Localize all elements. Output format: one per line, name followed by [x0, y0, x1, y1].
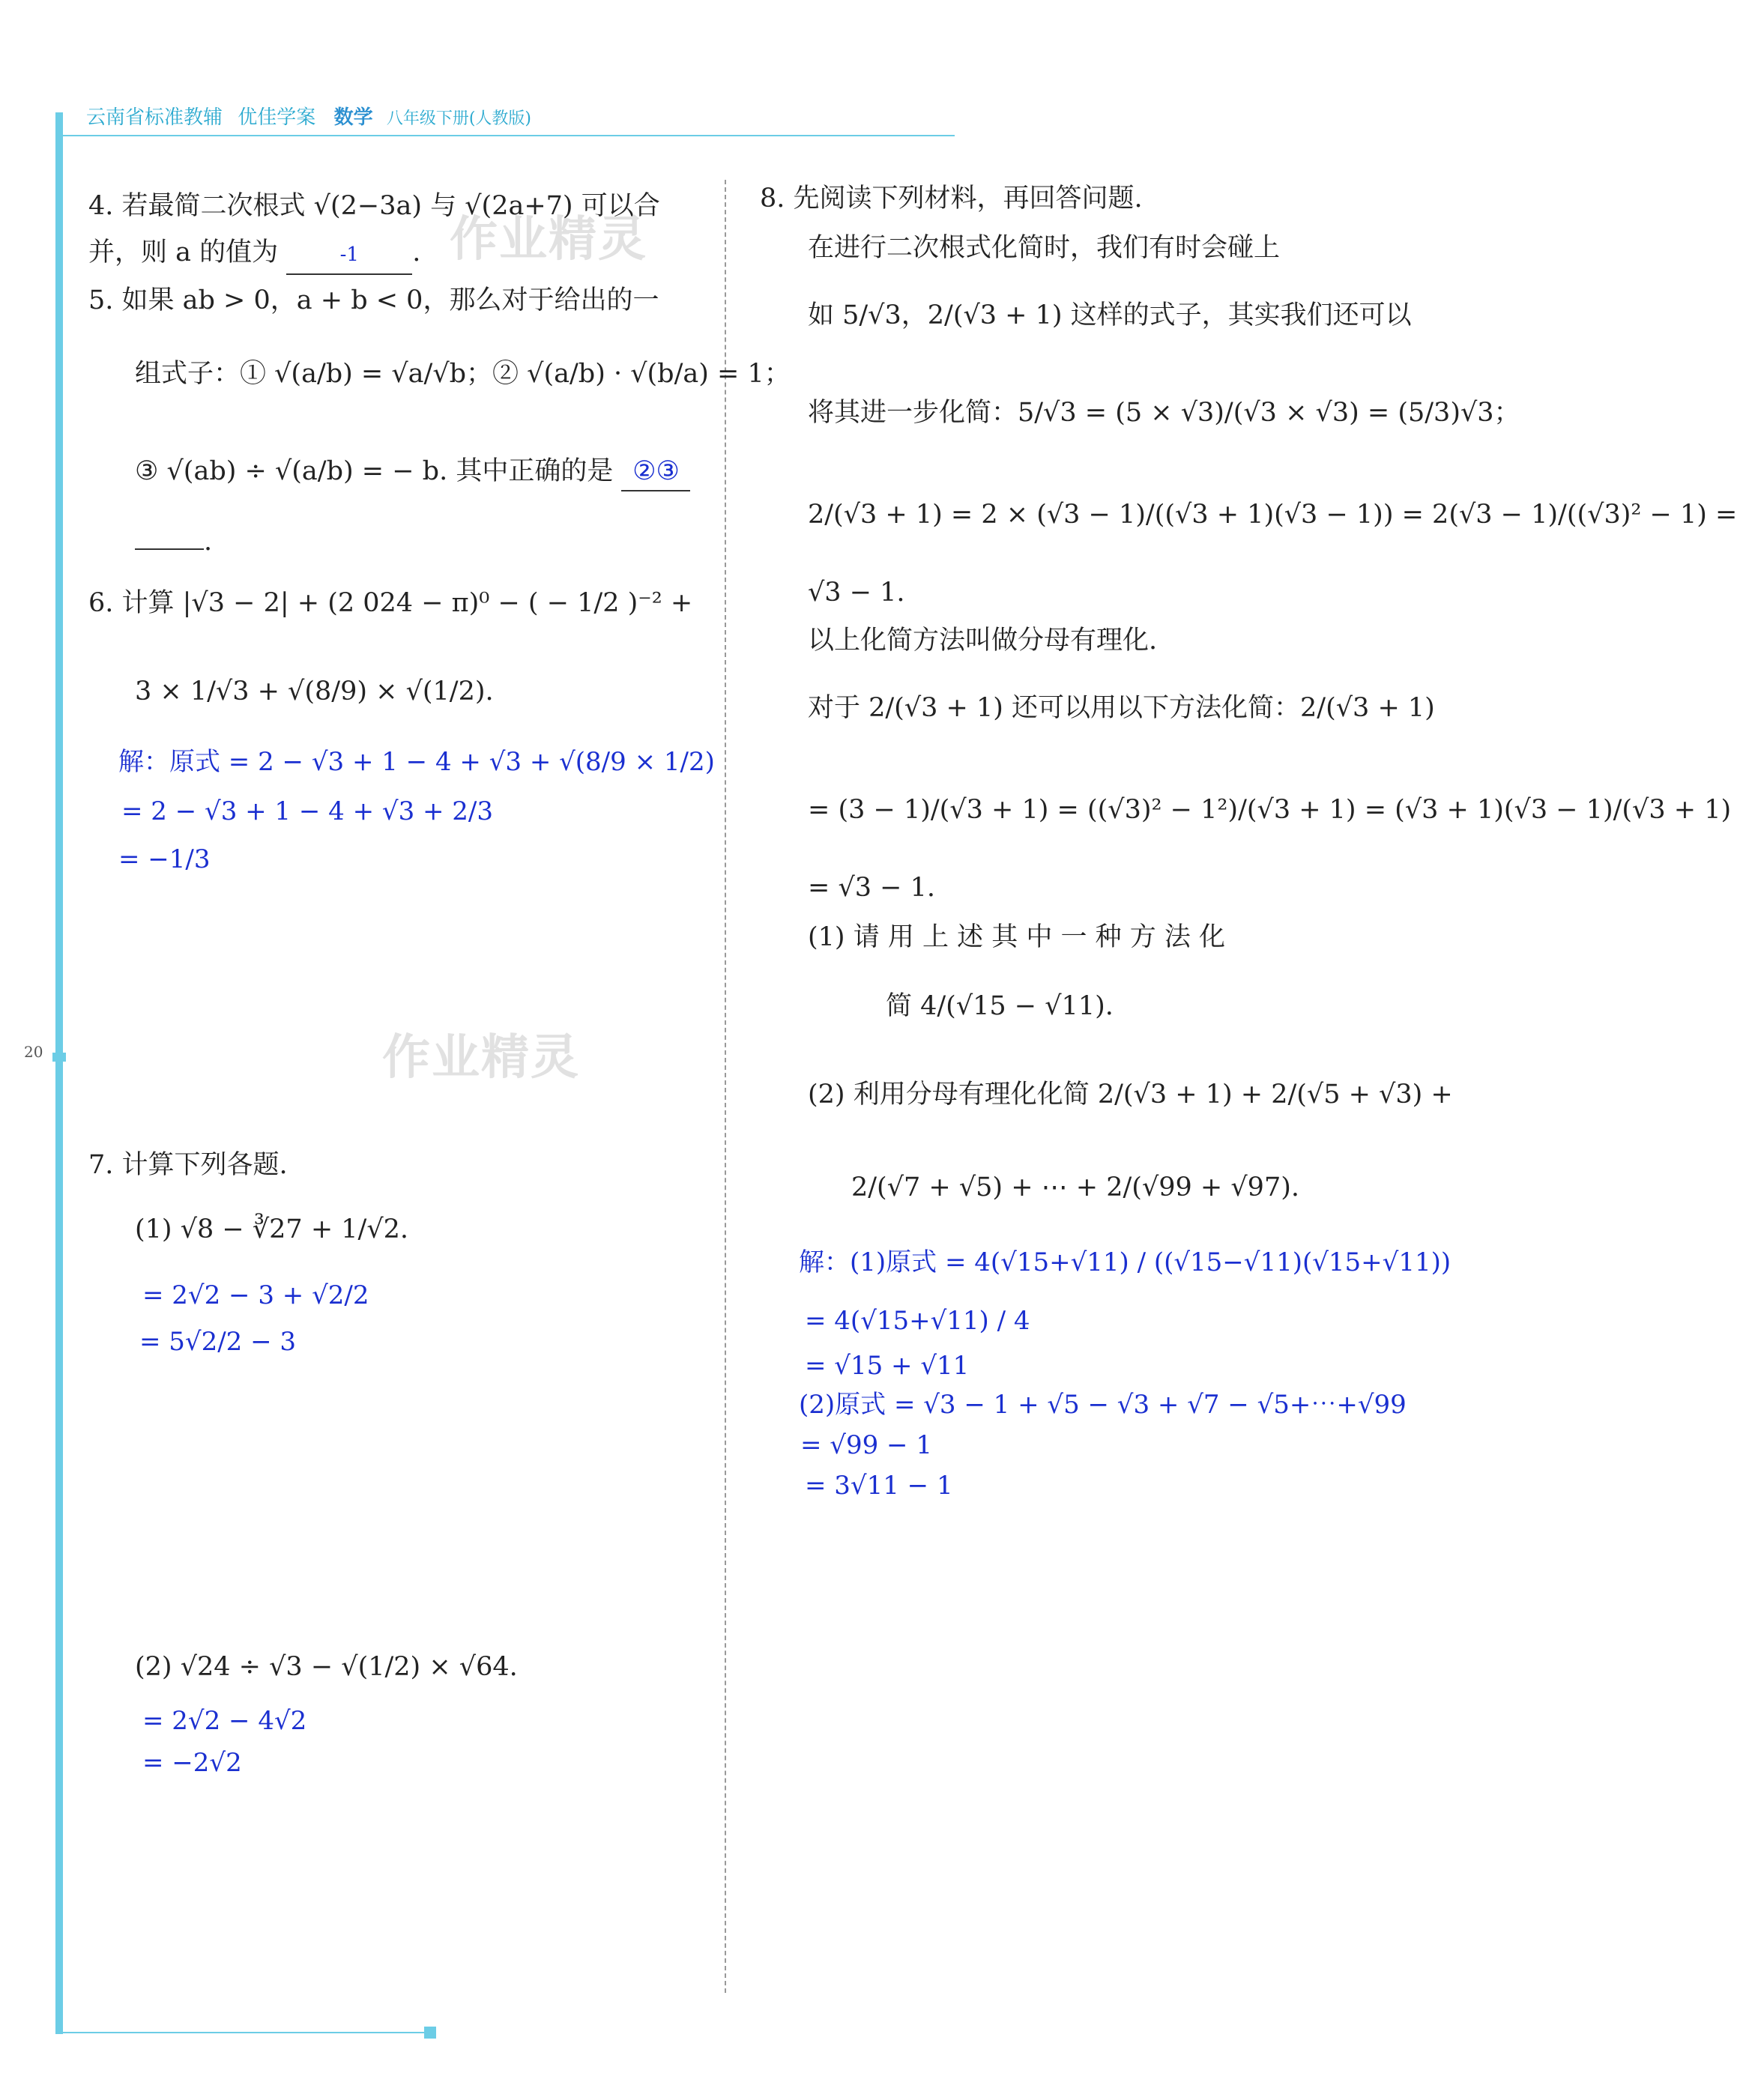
question-8-line-4: 将其进一步化简：5/√3 = (5 × √3)/(√3 × √3) = (5/3)√3；	[808, 398, 1520, 428]
question-7-part-2: (2) √24 ÷ √3 − √(1/2) × √64.	[135, 1652, 518, 1682]
question-5-blank-continued	[135, 548, 204, 550]
question-5-prompt: ③ √(ab) ÷ √(a/b) = − b. 其中正确的是	[135, 456, 614, 486]
column-divider	[725, 180, 726, 1993]
header-series: 云南省标准教辅	[86, 106, 223, 129]
question-6-line-1: 6. 计算 |√3 − 2| + (2 024 − π)⁰ − ( − 1/2 )⁻² +	[88, 588, 693, 618]
question-8-solution-4: (2)原式 = √3 − 1 + √5 − √3 + √7 − √5+⋯+√99	[799, 1390, 1407, 1420]
question-8-line-8: 对于 2/(√3 + 1) 还可以用以下方法化简：2/(√3 + 1)	[808, 693, 1435, 723]
question-8-part-2-b: 2/(√7 + √5) + ⋯ + 2/(√99 + √97).	[851, 1172, 1299, 1202]
header-rule	[55, 135, 955, 136]
question-4-prompt: 并，则 a 的值为	[88, 237, 279, 267]
question-8-solution-2: = 4(√15+√11) / 4	[805, 1306, 1030, 1336]
question-4-answer: -1	[339, 243, 359, 266]
question-8-line-1: 8. 先阅读下列材料，再回答问题.	[760, 184, 1143, 214]
question-5-line-4	[135, 523, 212, 560]
question-6-solution-2: = 2 − √3 + 1 − 4 + √3 + 2/3	[121, 796, 494, 826]
question-5-answer: ②③	[632, 456, 680, 486]
question-8-solution-3: = √15 + √11	[805, 1351, 970, 1381]
question-8-line-10: = √3 − 1.	[808, 873, 935, 903]
header-grade: 八年级下册(人教版)	[386, 109, 532, 128]
question-7-part-1-solution-1: = 2√2 − 3 + √2/2	[142, 1280, 369, 1310]
question-7-part-1: (1) √8 − ∛27 + 1/√2.	[135, 1214, 409, 1244]
question-4-answer-blank	[286, 234, 412, 275]
question-8-part-1-a: (1) 请 用 上 述 其 中 一 种 方 法 化	[808, 922, 1225, 952]
question-5-line-2: 组式子：① √(a/b) = √a/√b；② √(a/b) · √(b/a) = 1；	[135, 359, 791, 389]
question-7-part-1-solution-2: = 5√2/2 − 3	[139, 1327, 297, 1357]
left-margin-mark	[52, 1053, 66, 1062]
question-8-line-5: 2/(√3 + 1) = 2 × (√3 − 1)/((√3 + 1)(√3 − 1)) = 2(√3 − 1)/((√3)² − 1) =	[808, 500, 1737, 530]
watermark: 作业精灵	[450, 212, 647, 267]
question-5-answer-blank	[621, 453, 690, 491]
question-5-period: .	[204, 527, 213, 557]
question-5-line-3	[135, 453, 690, 491]
question-8-line-7: 以上化简方法叫做分母有理化.	[808, 626, 1158, 656]
question-8-line-3: 如 5/√3，2/(√3 + 1) 这样的式子，其实我们还可以	[808, 300, 1412, 330]
question-7-part-2-solution-2: = −2√2	[142, 1748, 242, 1778]
watermark: 作业精灵	[382, 1030, 580, 1086]
question-6-line-2: 3 × 1/√3 + √(8/9) × √(1/2).	[135, 677, 494, 706]
question-8-line-6: √3 − 1.	[808, 578, 905, 608]
left-margin-bar	[55, 112, 63, 2034]
question-8-solution-6: = 3√11 − 1	[805, 1471, 953, 1501]
question-8-solution-1: 解：(1)原式 = 4(√15+√11) / ((√15−√11)(√15+√11))	[799, 1247, 1451, 1277]
footer-mark	[424, 2027, 436, 2039]
question-4-line-1: 4. 若最简二次根式 √(2−3a) 与 √(2a+7) 可以合	[88, 191, 660, 221]
page-header	[86, 102, 531, 130]
question-6-solution-3: = −1/3	[118, 844, 211, 874]
header-book: 优佳学案	[238, 106, 316, 129]
question-6-solution-1: 解：原式 = 2 − √3 + 1 − 4 + √3 + √(8/9 × 1/2)	[118, 747, 715, 777]
question-8-solution-5: = √99 − 1	[800, 1430, 932, 1460]
footer-rule	[55, 2032, 430, 2033]
question-8-part-1-b: 简 4/(√15 − √11).	[886, 991, 1114, 1021]
question-8-line-9: = (3 − 1)/(√3 + 1) = ((√3)² − 1²)/(√3 + 1) = (√3 + 1)(√3 − 1)/(√3 + 1)	[808, 795, 1732, 825]
header-subject: 数学	[333, 106, 373, 129]
question-7-part-2-solution-1: = 2√2 − 4√2	[142, 1706, 307, 1736]
page-number: 20	[24, 1043, 43, 1061]
question-8-part-2-a: (2) 利用分母有理化化简 2/(√3 + 1) + 2/(√5 + √3) +	[808, 1080, 1453, 1110]
question-8-line-2: 在进行二次根式化简时，我们有时会碰上	[808, 233, 1281, 263]
question-4-line-2	[88, 234, 420, 275]
question-7-title: 7. 计算下列各题.	[88, 1150, 288, 1180]
question-5-line-1: 5. 如果 ab > 0，a + b < 0，那么对于给出的一	[88, 285, 659, 315]
question-4-period: .	[412, 237, 421, 267]
